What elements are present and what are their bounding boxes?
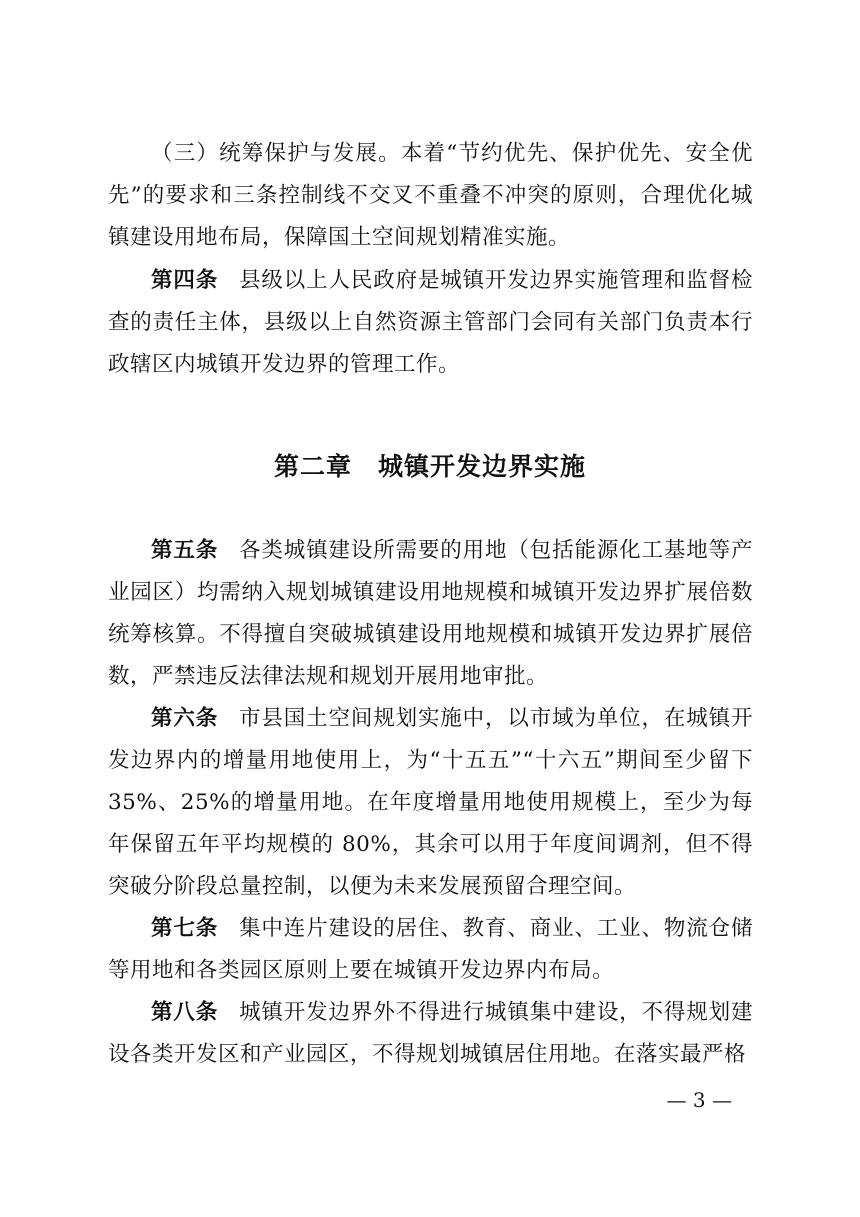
paragraph-text: 集中连片建设的居住、教育、商业、工业、物流仓储等用地和各类园区原则上要在城镇开发边界内布局。 <box>108 916 753 983</box>
paragraph-text: （三）统筹保护与发展。本着“节约优先、保护优先、安全优先”的要求和三条控制线不交叉不重叠不冲突的原则，合理优化城镇建设用地布局，保障国土空间规划精准实施。 <box>108 141 753 250</box>
page-number: — 3 — <box>666 1088 732 1112</box>
article-number: 第六条 <box>151 706 219 731</box>
paragraph-article-six <box>108 698 753 908</box>
paragraph-text: 县级以上人民政府是城镇开发边界实施管理和监督检查的责任主体，县级以上自然资源主管部门会同有关部门负责本行政辖区内城镇开发边界的管理工作。 <box>108 268 753 377</box>
paragraph-text: 城镇开发边界外不得进行城镇集中建设，不得规划建设各类开发区和产业园区，不得规划城镇居住用地。在落实最严格 <box>108 1000 753 1067</box>
paragraph-text: 各类城镇建设所需要的用地（包括能源化工基地等产业园区）均需纳入规划城镇建设用地规模和城镇开发边界扩展倍数统筹核算。不得擅自突破城镇建设用地规模和城镇开发边界扩展倍数，严禁违反法律法规和规划开展用地审批。 <box>108 538 753 689</box>
article-number: 第四条 <box>151 268 219 293</box>
article-number: 第五条 <box>151 538 219 563</box>
paragraph-article-five <box>108 530 753 698</box>
chapter-title: 第二章 城镇开发边界实施 <box>273 452 586 481</box>
paragraph-article-seven <box>108 908 753 992</box>
article-number: 第八条 <box>151 1000 219 1025</box>
paragraph-article-eight <box>108 992 753 1076</box>
paragraph-section-three <box>108 133 753 259</box>
article-number: 第七条 <box>151 916 219 941</box>
paragraph-text: 市县国土空间规划实施中，以市域为单位，在城镇开发边界内的增量用地使用上，为“十五五”“十六五”期间至少留下35%、25%的增量用地。在年度增量用地使用规模上，至少为每年保留五年平均规模的 80%，其余可以用于年度间调剂，但不得突破分阶段总量控制，以便为未来发展预留合理空间。 <box>108 706 753 899</box>
paragraph-article-four <box>108 260 753 386</box>
